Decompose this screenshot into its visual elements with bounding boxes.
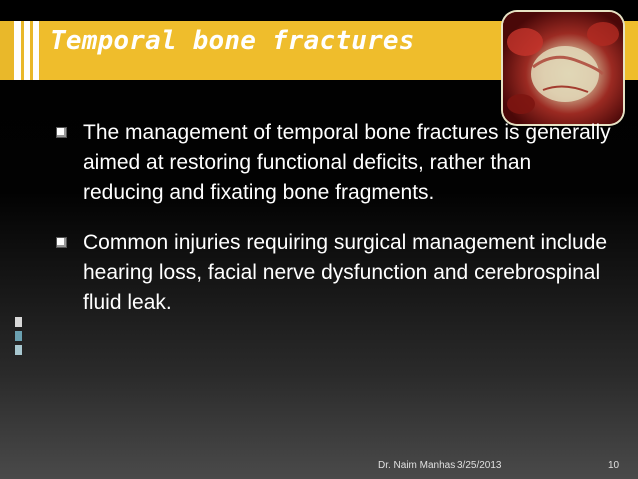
surgical-photo [503, 12, 623, 124]
bullet-text: Common injuries requiring surgical management include hearing loss, facial nerve dysfunction and cerebrospinal fluid leak. [83, 231, 608, 314]
decor-bar [24, 21, 30, 80]
decor-square [15, 317, 22, 327]
decor-bar [33, 21, 39, 80]
bullet-item [54, 228, 614, 318]
decor-square [15, 331, 22, 341]
square-bullet-icon [56, 237, 67, 248]
footer-author: Dr. Naim Manhas [378, 460, 456, 471]
bullet-text: The management of temporal bone fractures is generally aimed at restoring functional deficits, rather than reducing and fixating bone fragments. [83, 121, 611, 204]
square-bullet-icon [56, 127, 67, 138]
slide-title: Temporal bone fractures [50, 26, 415, 56]
bullet-list [54, 118, 614, 338]
decor-square [15, 345, 22, 355]
decor-bar [14, 21, 21, 80]
bullet-item [54, 118, 614, 208]
page-number: 10 [608, 460, 620, 471]
footer-date: 3/25/2013 [457, 460, 502, 471]
